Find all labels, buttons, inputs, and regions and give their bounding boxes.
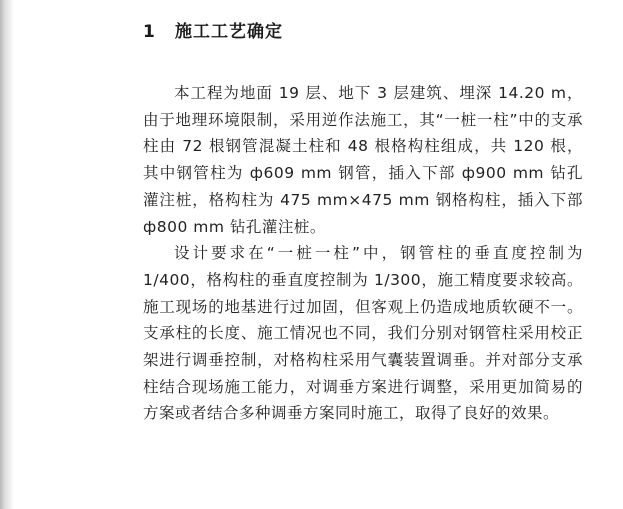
paragraph-2: 设计要求在“一桩一柱”中，钢管柱的垂直度控制为 1/400，格构柱的垂直度控制为 1/300，施工精度要求较高。施工现场的地基进行过加固，但客观上仍造成地质软硬不一。支承柱的长度、施工情况也不同，我们分别对钢管柱采用校正架进行调垂控制，对格构柱采用气囊装置调垂。并对部分支承柱结合现场施工能力，对调垂方案进行调整，采用更加简易的方案或者结合多种调垂方案同时施工，取得了良好的效果。 — [143, 244, 583, 423]
section-heading — [143, 20, 583, 44]
paragraph-1: 本工程为地面 19 层、地下 3 层建筑、埋深 14.20 m，由于地理环境限制，采用逆作法施工，其“一桩一柱”中的支承柱由 72 根钢管混凝土柱和 48 根格构柱组成，共 120 根，其中钢管柱为 ф609 mm 钢管，插入下部 ф900 mm 钻孔灌注桩，格构柱为 475 mm×475 mm 钢格构柱，插入下部 ф800 mm 钻孔灌注桩。 — [143, 84, 583, 236]
section-number: 1 — [143, 22, 156, 42]
document-content — [143, 20, 583, 427]
section-title: 施工工艺确定 — [175, 22, 283, 42]
page-left-edge — [0, 0, 14, 509]
